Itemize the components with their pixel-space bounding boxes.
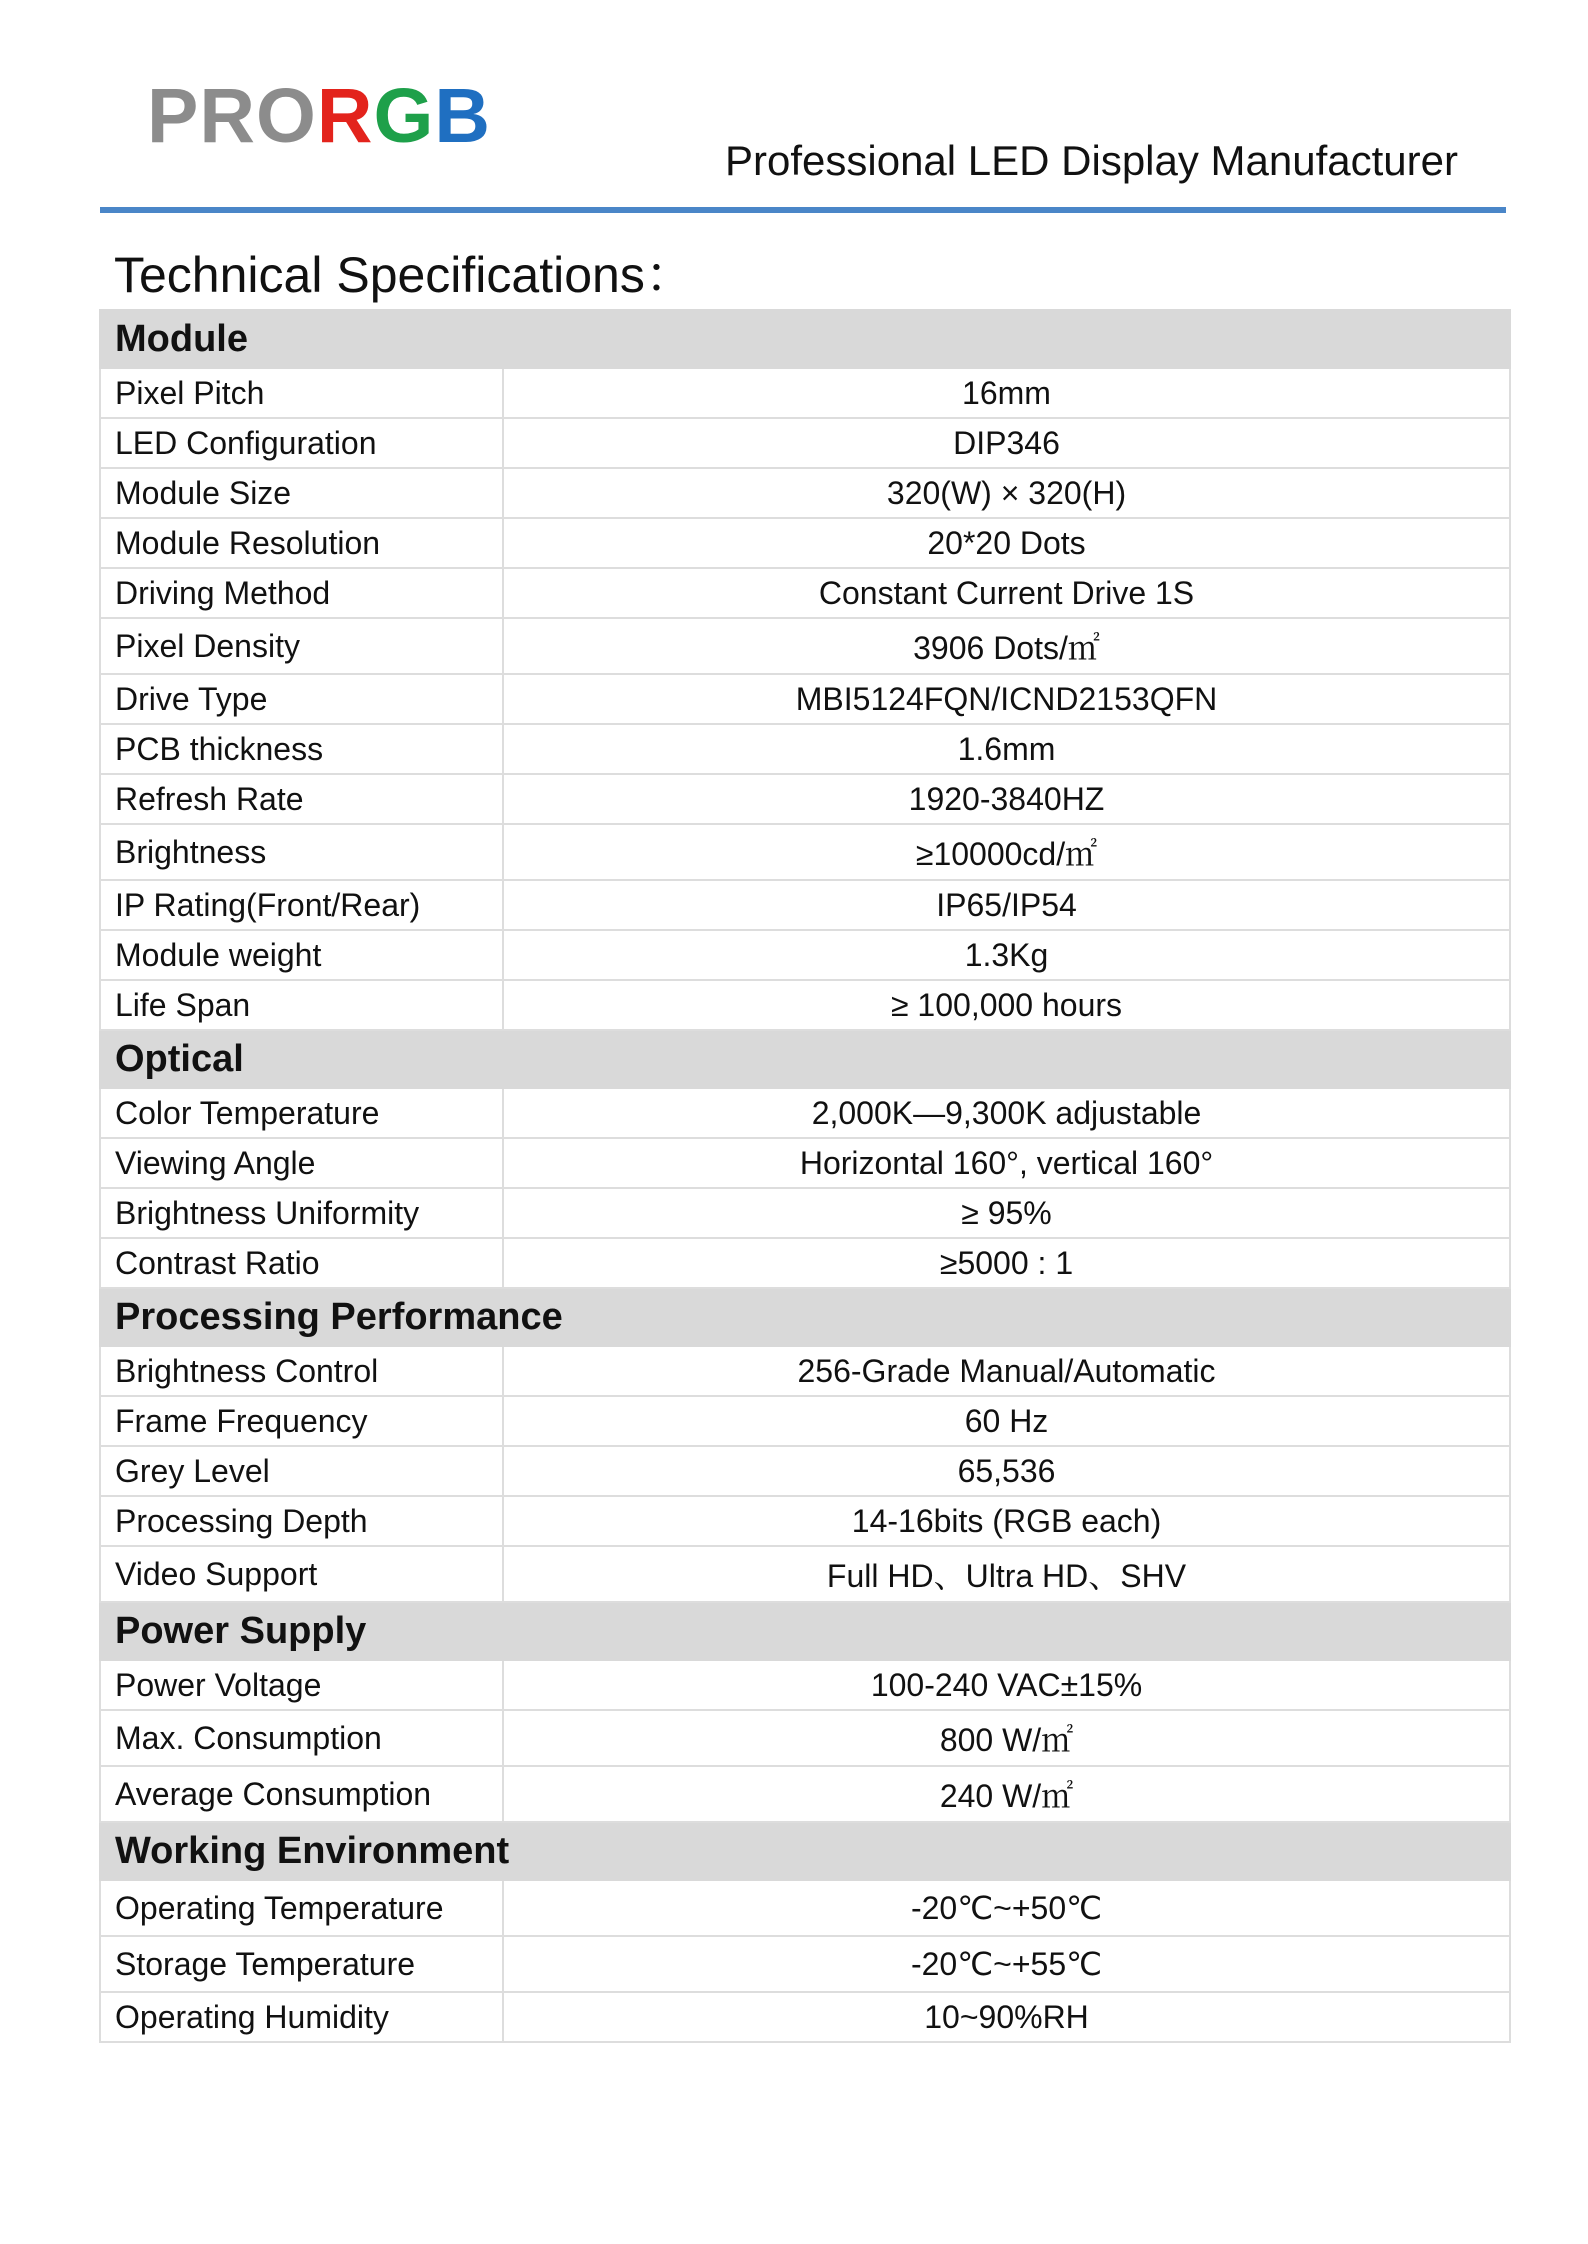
spec-label: Life Span <box>100 980 503 1030</box>
section-header-module <box>100 310 1510 368</box>
spec-value: Constant Current Drive 1S <box>503 568 1510 618</box>
table-row <box>100 674 1510 724</box>
spec-value: DIP346 <box>503 418 1510 468</box>
spec-label: Video Support <box>100 1546 503 1602</box>
spec-value: 1.3Kg <box>503 930 1510 980</box>
table-row <box>100 1088 1510 1138</box>
logo-part-r: R <box>316 73 374 159</box>
header-divider <box>100 207 1506 213</box>
spec-value: ≥ 95% <box>503 1188 1510 1238</box>
spec-value: ≥10000cd/㎡ <box>503 824 1510 880</box>
spec-label: Processing Depth <box>100 1496 503 1546</box>
spec-value: Horizontal 160°, vertical 160° <box>503 1138 1510 1188</box>
table-row <box>100 418 1510 468</box>
section-header-working-environment <box>100 1822 1510 1880</box>
table-row <box>100 774 1510 824</box>
spec-table-body <box>100 310 1510 2042</box>
spec-label: Pixel Density <box>100 618 503 674</box>
section-title: Optical <box>100 1030 1510 1088</box>
logo-part-b: B <box>434 73 491 159</box>
spec-label: Pixel Pitch <box>100 368 503 418</box>
table-row <box>100 1238 1510 1288</box>
spec-label: Drive Type <box>100 674 503 724</box>
table-row <box>100 1138 1510 1188</box>
spec-label: Storage Temperature <box>100 1936 503 1992</box>
spec-value: 2,000K—9,300K adjustable <box>503 1088 1510 1138</box>
spec-table <box>99 309 1511 2043</box>
page-title: Technical Specifications： <box>114 247 695 303</box>
spec-value: 1920-3840HZ <box>503 774 1510 824</box>
section-title: Power Supply <box>100 1602 1510 1660</box>
spec-value: 16mm <box>503 368 1510 418</box>
spec-value: MBI5124FQN/ICND2153QFN <box>503 674 1510 724</box>
spec-value: ≥5000 : 1 <box>503 1238 1510 1288</box>
table-row <box>100 1446 1510 1496</box>
spec-value: -20℃~+55℃ <box>503 1936 1510 1992</box>
table-row <box>100 880 1510 930</box>
spec-label: Frame Frequency <box>100 1396 503 1446</box>
spec-label: Module Size <box>100 468 503 518</box>
section-header-optical <box>100 1030 1510 1088</box>
table-row <box>100 518 1510 568</box>
spec-label: Contrast Ratio <box>100 1238 503 1288</box>
table-row <box>100 1880 1510 1936</box>
spec-value: 3906 Dots/㎡ <box>503 618 1510 674</box>
table-row <box>100 980 1510 1030</box>
spec-value: IP65/IP54 <box>503 880 1510 930</box>
spec-label: Average Consumption <box>100 1766 503 1822</box>
spec-value: -20℃~+50℃ <box>503 1880 1510 1936</box>
spec-label: Module weight <box>100 930 503 980</box>
spec-value: 100-240 VAC±15% <box>503 1660 1510 1710</box>
section-header-power-supply <box>100 1602 1510 1660</box>
spec-value: Full HD、Ultra HD、SHV <box>503 1546 1510 1602</box>
spec-value: ≥ 100,000 hours <box>503 980 1510 1030</box>
logo-part-g: G <box>373 73 435 159</box>
spec-label: Power Voltage <box>100 1660 503 1710</box>
table-row <box>100 468 1510 518</box>
table-row <box>100 368 1510 418</box>
spec-label: Refresh Rate <box>100 774 503 824</box>
table-row <box>100 1710 1510 1766</box>
spec-value: 240 W/㎡ <box>503 1766 1510 1822</box>
table-row <box>100 1496 1510 1546</box>
table-row <box>100 1936 1510 1992</box>
table-row <box>100 1346 1510 1396</box>
spec-label: Brightness Control <box>100 1346 503 1396</box>
table-row <box>100 1396 1510 1446</box>
spec-label: IP Rating(Front/Rear) <box>100 880 503 930</box>
section-title: Processing Performance <box>100 1288 1510 1346</box>
table-row <box>100 1188 1510 1238</box>
spec-value: 14-16bits (RGB each) <box>503 1496 1510 1546</box>
company-tagline: Professional LED Display Manufacturer <box>725 137 1458 184</box>
table-row <box>100 824 1510 880</box>
table-row <box>100 1992 1510 2042</box>
spec-label: LED Configuration <box>100 418 503 468</box>
spec-value: 60 Hz <box>503 1396 1510 1446</box>
spec-value: 800 W/㎡ <box>503 1710 1510 1766</box>
table-row <box>100 1546 1510 1602</box>
spec-label: Viewing Angle <box>100 1138 503 1188</box>
spec-label: Operating Humidity <box>100 1992 503 2042</box>
table-row <box>100 568 1510 618</box>
table-row <box>100 618 1510 674</box>
spec-value: 65,536 <box>503 1446 1510 1496</box>
spec-label: Brightness <box>100 824 503 880</box>
table-row <box>100 1660 1510 1710</box>
table-row <box>100 724 1510 774</box>
table-row <box>100 930 1510 980</box>
spec-label: Driving Method <box>100 568 503 618</box>
spec-label: Grey Level <box>100 1446 503 1496</box>
section-title: Working Environment <box>100 1822 1510 1880</box>
prorgb-logo <box>147 73 491 159</box>
spec-value: 20*20 Dots <box>503 518 1510 568</box>
section-title: Module <box>100 310 1510 368</box>
spec-label: Operating Temperature <box>100 1880 503 1936</box>
logo-part-pro: PRO <box>147 73 317 159</box>
spec-label: PCB thickness <box>100 724 503 774</box>
section-header-processing-performance <box>100 1288 1510 1346</box>
table-row <box>100 1766 1510 1822</box>
spec-label: Color Temperature <box>100 1088 503 1138</box>
spec-value: 320(W) × 320(H) <box>503 468 1510 518</box>
spec-label: Module Resolution <box>100 518 503 568</box>
spec-value: 1.6mm <box>503 724 1510 774</box>
spec-label: Max. Consumption <box>100 1710 503 1766</box>
spec-value: 10~90%RH <box>503 1992 1510 2042</box>
spec-label: Brightness Uniformity <box>100 1188 503 1238</box>
spec-value: 256-Grade Manual/Automatic <box>503 1346 1510 1396</box>
